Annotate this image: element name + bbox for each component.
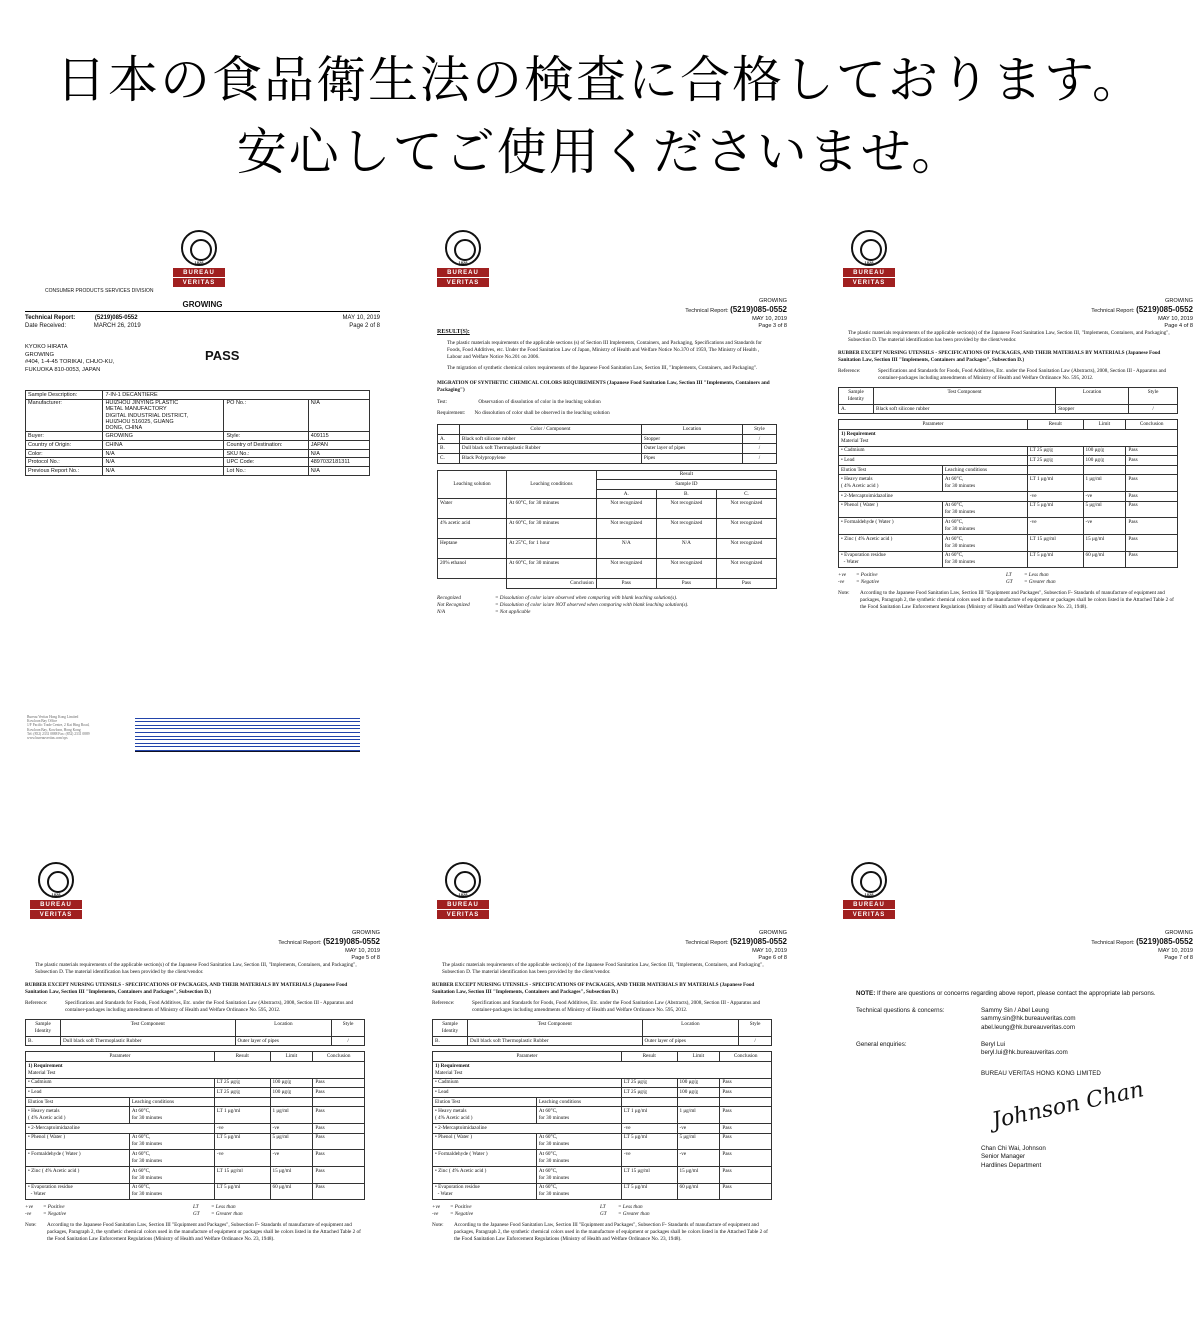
leaching-results-table: Leaching solution Leaching conditions Result Sample ID A. B. C. Water At 60°C, for 30 minutes Not recognized Not recognized Not recognized 4% acetic acid At 60°C, for 30 minutes Not recognized Not recognized Not recognized Heptane At 25°C, for 1 hour N/A N/A Not recognized 20% ethanol At 60°C, for 30 minutes Not recognized Not recognized Not recognized Conclusion Pass Pass Pass (437, 470, 777, 589)
bureau-veritas-logo: 1828 BUREAU VERITAS (843, 862, 895, 919)
bureau-veritas-logo: 1828 BUREAU VERITAS (437, 862, 489, 919)
pass-stamp: PASS (205, 348, 240, 363)
report-page-7: 1828 BUREAU VERITAS GROWING Technical Report: (5219)085-0552 MAY 10, 2019 Page 7 of 8 NOTE: If there are questions or concerns regarding above report, please contact the appropriate lab persons. Technical questions & concerns: Sammy Sin / Abel Leung sammy.sin@hk.bureauveritas.com abel.leung@hk.bureauveritas.com General enquiries: Beryl Lui beryl.lui@hk.bureauveritas.com BUREAU VERITAS HONG KONG LIMITED Johnson Chan Chan Chi Wai, Johnson Senior Manager Hardlines Department (838, 862, 1193, 1272)
report-header: GROWING Technical Report: (5219)085-0552 MAY 10, 2019 Page 7 of 8 (1091, 930, 1193, 961)
report-page-3: 1828 BUREAU VERITAS GROWING Technical Report: (5219)085-0552 MAY 10, 2019 Page 3 of 8 RESULT(S): The plastic materials requirements of the applicable sections (s) of Section III Implements, Containers, and Packaging, Specifications and Standards for Foods, Food Additives, etc. Under the Food Sanitation Law of Japan, Ministry of Health and Welfare Notice No.370 of 1959, The Ministry of Health , Labour and Welfare Notice No.201 on 2006. The migration of synthetic chemical colors requirements of the Japanese Food Sanitation Law, Section III, "Implements, Containers, and Packaging". MIGRATION OF SYNTHETIC CHEMICAL COLORS REQUIREMENTS (Japanese Food Sanitation Law, Section III "Implements, Containers and Packaging") Test: Observation of dissolution of color in the leaching solution Requirement: No dissolution of color shall be observed in the leaching solution Color / Component Location Style A. Black soft silicone rubber Stopper / B. Dull black soft Thermoplastic Rubber Outer layer of pipes / C. Black Polypropylene Pipes / Leaching solution Leaching conditions Result Sample ID A. B. C. Water At 60°C, for 30 minutes Not recognized Not recognized Not recognized 4% acetic acid At 60°C, for 30 minutes Not recognized Not recognized Not recognized Heptane At 25°C, for 1 hour N/A N/A Not recognized 20% ethanol At 60°C, for 30 minutes Not recognized Not recognized Not recognized Conclusion Pass Pass Pass Recognized = Dissolution of color is/are observed when comparing with blank leaching solution(s). Not Recognized = Dissolution of color is/are NOT observed when comparing with blank leaching solution(s). N/A = Not applicable (432, 230, 787, 640)
bureau-veritas-logo: 1828 BUREAU VERITAS (173, 230, 225, 287)
report-page-5: 1828 BUREAU VERITAS GROWING Technical Report: (5219)085-0552 MAY 10, 2019 Page 5 of 8 The plastic materials requirements of the applicable section(s) of the Japanese Food Sanitation Law, Section III, "Implements, Containers, and Packaging", Subsection D. The material identification has been provided by the client/vendor. RUBBER EXCEPT NURSING UTENSILS - SPECIFICATIONS OF PACKAGES, AND THEIR MATERIALS BY MATERIALS (Japanese Food Sanitation Law, Section III "Implements, Containers and Packages", Subsection D.) Reference: Specifications and Standards for Foods, Food Additives, Etc. under the Food Sanitation Law (Abstracts), 2008, Section III - Apparatus and container-packages including amendments of Ministry of Health and Welfare Ordinance No. 595, 2012. Sample Identity Test Component Location Style B. Dull black soft Thermoplastic Rubber Outer layer of pipes / Parameter Result Limit Conclusion 1) Requirement Material Test • Cadmium LT 25 μg/g 100 μg/g Pass • Lead LT 25 μg/g 100 μg/g Pass Elution Test Leaching conditions • Heavy metals ( 4% Acetic acid ) At 60°C, for 30 minutes LT 1 μg/ml 1 μg/ml Pass • 2-Mercaptoimidazoline -ve -ve Pass • Phenol ( Water ) At 60°C, for 30 minutes LT 5 μg/ml 5 μg/ml Pass • Formaldehyde ( Water ) At 60°C, for 30 minutes -ve -ve Pass • Zinc ( 4% Acetic acid ) At 60°C, for 30 minutes LT 15 μg/ml 15 μg/ml Pass • Evaporation residue - Water At 60°C, for 30 minutes LT 5 μg/ml 60 μg/ml Pass +ve = Positive LT = Less than -ve = Negative GT = Greater than Note: According to the Japanese Food Sanitation Law, Section III "Equipment and Packages", Subsection F- Standards of manufacture of equipment and packages, Paragraph 2, the synthetic chemical colors used in the manufacture of equipment or packages shall be colors listed in the Attached Table 2 of the Food Sanitation Law Enforcement Regulations (Ministry of Health and Welfare Ordinance No. 23, 1948). (25, 862, 380, 1272)
component-table: Color / Component Location Style A. Black soft silicone rubber Stopper / B. Dull black soft Thermoplastic Rubber Outer layer of pipes / C. Black Polypropylene Pipes / (437, 424, 777, 463)
report-page-2: 1828 BUREAU VERITAS CONSUMER PRODUCTS SERVICES DIVISION GROWING Technical Report: (5219)085-0552 Date Received: MARCH 26, 2019 MAY 10, 2019 Page 2 of 8 KYOKO HIRATA GROWING #404, 1-4-45 TORIKAI, CHUO-KU, FUKUOKA 810-0053, JAPAN PASS Sample Description: 7-IN-1 DECANTIERE Manufacturer: HUIZHOU JINYING PLASTIC METAL MANUFACTORY DIGITAL INDUSTRIAL DISTRICT, HUIZHOU 516025, GUANG DONG, CHINA PO No.: N/A Buyer: GROWING Style: 409115 Country of Origin: CHINA Country of Destination: JAPAN Color: N/A SKU No.: N/A Protocol No.: N/A UPC Code: 4897032181311 Previous Report No.: N/A Lot No.: N/A Bureau Veritas Hong Kong Limited Kowloon Bay Office 1/F Pacific Trade Centre, 2 Kai Hing Road, Kowloon Bay, Kowloon, Hong Kong Tel: (852) 2331 0888 Fax: (852) 2331 0889 www.bureauveritas.com/cps (25, 230, 380, 640)
report-header: GROWING Technical Report: (5219)085-0552 MAY 10, 2019 Page 5 of 8 (278, 930, 380, 961)
report-page-6: 1828 BUREAU VERITAS GROWING Technical Report: (5219)085-0552 MAY 10, 2019 Page 6 of 8 The plastic materials requirements of the applicable section(s) of the Japanese Food Sanitation Law, Section III, "Implements, Containers, and Packaging", Subsection D. The material identification has been provided by the client/vendor. RUBBER EXCEPT NURSING UTENSILS - SPECIFICATIONS OF PACKAGES, AND THEIR MATERIALS BY MATERIALS (Japanese Food Sanitation Law, Section III "Implements, Containers and Packages", Subsection D.) Reference: Specifications and Standards for Foods, Food Additives, Etc. under the Food Sanitation Law (Abstracts), 2008, Section III - Apparatus and container-packages including amendments of Ministry of Health and Welfare Ordinance No. 595, 2012. Sample Identity Test Component Location Style B. Dull black soft Thermoplastic Rubber Outer layer of pipes / Parameter Result Limit Conclusion 1) Requirement Material Test • Cadmium LT 25 μg/g 100 μg/g Pass • Lead LT 25 μg/g 100 μg/g Pass Elution Test Leaching conditions • Heavy metals ( 4% Acetic acid ) At 60°C, for 30 minutes LT 1 μg/ml 1 μg/ml Pass • 2-Mercaptoimidazoline -ve -ve Pass • Phenol ( Water ) At 60°C, for 30 minutes LT 5 μg/ml 5 μg/ml Pass • Formaldehyde ( Water ) At 60°C, for 30 minutes -ve -ve Pass • Zinc ( 4% Acetic acid ) At 60°C, for 30 minutes LT 15 μg/ml 15 μg/ml Pass • Evaporation residue - Water At 60°C, for 30 minutes LT 5 μg/ml 60 μg/ml Pass +ve = Positive LT = Less than -ve = Negative GT = Greater than Note: According to the Japanese Food Sanitation Law, Section III "Equipment and Packages", Subsection F- Standards of manufacture of equipment and packages, Paragraph 2, the synthetic chemical colors used in the manufacture of equipment or packages shall be colors listed in the Attached Table 2 of the Food Sanitation Law Enforcement Regulations (Ministry of Health and Welfare Ordinance No. 23, 1948). (432, 862, 787, 1272)
client-name: GROWING (25, 300, 380, 312)
headline-line-1: 日本の食品衛生法の検査に合格しております。 (56, 51, 1144, 109)
sample-identity-table: Sample Identity Test Component Location Style B. Dull black soft Thermoplastic Rubber Outer layer of pipes / (432, 1019, 772, 1046)
report-page-4: 1828 BUREAU VERITAS GROWING Technical Report: (5219)085-0552 MAY 10, 2019 Page 4 of 8 The plastic materials requirements of the applicable section(s) of the Japanese Food Sanitation Law, Section III, "Implements, Containers, and Packaging", Subsection D. The material identification has been provided by the client/vendor. RUBBER EXCEPT NURSING UTENSILS - SPECIFICATIONS OF PACKAGES, AND THEIR MATERIALS BY MATERIALS (Japanese Food Sanitation Law, Section III "Implements, Containers and Packages", Subsection D.) Reference: Specifications and Standards for Foods, Food Additives, Etc. under the Food Sanitation Law (Abstracts), 2008, Section III - Apparatus and container-packages including amendments of Ministry of Health and Welfare Ordinance No. 595, 2012. Sample Identity Test Component Location Style A. Black soft silicone rubber Stopper / Parameter Result Limit Conclusion 1) Requirement Material Test • Cadmium LT 25 μg/g 100 μg/g Pass • Lead LT 25 μg/g 100 μg/g Pass Elution Test Leaching conditions • Heavy metals ( 4% Acetic acid ) At 60°C, for 30 minutes LT 1 μg/ml 1 μg/ml Pass • 2-Mercaptoimidazoline -ve -ve Pass • Phenol ( Water ) At 60°C, for 30 minutes LT 5 μg/ml 5 μg/ml Pass • Formaldehyde ( Water ) At 60°C, for 30 minutes -ve -ve Pass • Zinc ( 4% Acetic acid ) At 60°C, for 30 minutes LT 15 μg/ml 15 μg/ml Pass • Evaporation residue - Water At 60°C, for 30 minutes LT 5 μg/ml 60 μg/ml Pass +ve = Positive LT = Less than -ve = Negative GT = Greater than Note: According to the Japanese Food Sanitation Law, Section III "Equipment and Packages", Subsection F- Standards of manufacture of equipment and packages, Paragraph 2, the synthetic chemical colors used in the manufacture of equipment or packages shall be colors listed in the Attached Table 2 of the Food Sanitation Law Enforcement Regulations (Ministry of Health and Welfare Ordinance No. 23, 1948). (838, 230, 1193, 640)
report-header: GROWING Technical Report: (5219)085-0552 MAY 10, 2019 Page 3 of 8 (685, 298, 787, 329)
report-header: GROWING Technical Report: (5219)085-0552 MAY 10, 2019 Page 6 of 8 (685, 930, 787, 961)
headline-line-2: 安心してご使用くださいませ。 (236, 123, 964, 181)
division-name: CONSUMER PRODUCTS SERVICES DIVISION (45, 288, 154, 294)
report-header: GROWING Technical Report: (5219)085-0552 MAY 10, 2019 Page 4 of 8 (1091, 298, 1193, 329)
parameter-table: Parameter Result Limit Conclusion 1) Requirement Material Test • Cadmium LT 25 μg/g 100 μg/g Pass • Lead LT 25 μg/g 100 μg/g Pass Elution Test Leaching conditions • Heavy metals ( 4% Acetic acid ) At 60°C, for 30 minutes LT 1 μg/ml 1 μg/ml Pass • 2-Mercaptoimidazoline -ve -ve Pass • Phenol ( Water ) At 60°C, for 30 minutes LT 5 μg/ml 5 μg/ml Pass • Formaldehyde ( Water ) At 60°C, for 30 minutes -ve -ve Pass • Zinc ( 4% Acetic acid ) At 60°C, for 30 minutes LT 15 μg/ml 15 μg/ml Pass • Evaporation residue - Water At 60°C, for 30 minutes LT 5 μg/ml 60 μg/ml Pass (432, 1051, 772, 1200)
sample-info-table: Sample Description: 7-IN-1 DECANTIERE Manufacturer: HUIZHOU JINYING PLASTIC METAL MANUFACTORY DIGITAL INDUSTRIAL DISTRICT, HUIZHOU 516025, GUANG DONG, CHINA PO No.: N/A Buyer: GROWING Style: 409115 Country of Origin: CHINA Country of Destination: JAPAN Color: N/A SKU No.: N/A Protocol No.: N/A UPC Code: 4897032181311 Previous Report No.: N/A Lot No.: N/A (25, 390, 370, 476)
sample-identity-table: Sample Identity Test Component Location Style A. Black soft silicone rubber Stopper / (838, 387, 1178, 414)
signature: Johnson Chan (989, 1076, 1147, 1134)
parameter-table: Parameter Result Limit Conclusion 1) Requirement Material Test • Cadmium LT 25 μg/g 100 μg/g Pass • Lead LT 25 μg/g 100 μg/g Pass Elution Test Leaching conditions • Heavy metals ( 4% Acetic acid ) At 60°C, for 30 minutes LT 1 μg/ml 1 μg/ml Pass • 2-Mercaptoimidazoline -ve -ve Pass • Phenol ( Water ) At 60°C, for 30 minutes LT 5 μg/ml 5 μg/ml Pass • Formaldehyde ( Water ) At 60°C, for 30 minutes -ve -ve Pass • Zinc ( 4% Acetic acid ) At 60°C, for 30 minutes LT 15 μg/ml 15 μg/ml Pass • Evaporation residue - Water At 60°C, for 30 minutes LT 5 μg/ml 60 μg/ml Pass (25, 1051, 365, 1200)
client-address: KYOKO HIRATA GROWING #404, 1-4-45 TORIKAI, CHUO-KU, FUKUOKA 810-0053, JAPAN (25, 344, 115, 373)
sample-identity-table: Sample Identity Test Component Location Style B. Dull black soft Thermoplastic Rubber Outer layer of pipes / (25, 1019, 365, 1046)
parameter-table: Parameter Result Limit Conclusion 1) Requirement Material Test • Cadmium LT 25 μg/g 100 μg/g Pass • Lead LT 25 μg/g 100 μg/g Pass Elution Test Leaching conditions • Heavy metals ( 4% Acetic acid ) At 60°C, for 30 minutes LT 1 μg/ml 1 μg/ml Pass • 2-Mercaptoimidazoline -ve -ve Pass • Phenol ( Water ) At 60°C, for 30 minutes LT 5 μg/ml 5 μg/ml Pass • Formaldehyde ( Water ) At 60°C, for 30 minutes -ve -ve Pass • Zinc ( 4% Acetic acid ) At 60°C, for 30 minutes LT 15 μg/ml 15 μg/ml Pass • Evaporation residue - Water At 60°C, for 30 minutes LT 5 μg/ml 60 μg/ml Pass (838, 419, 1178, 568)
bureau-veritas-logo: 1828 BUREAU VERITAS (843, 230, 895, 287)
bureau-veritas-logo: 1828 BUREAU VERITAS (437, 230, 489, 287)
bureau-veritas-logo: 1828 BUREAU VERITAS (30, 862, 82, 919)
disclaimer-fine-print (135, 715, 360, 752)
office-footer: Bureau Veritas Hong Kong Limited Kowloon Bay Office 1/F Pacific Trade Centre, 2 Kai Hing Road, Kowloon Bay, Kowloon, Hong Kong Tel: (852) 2331 0888 Fax: (852) 2331 0889 www.bureauveritas.com/cps (27, 715, 90, 741)
